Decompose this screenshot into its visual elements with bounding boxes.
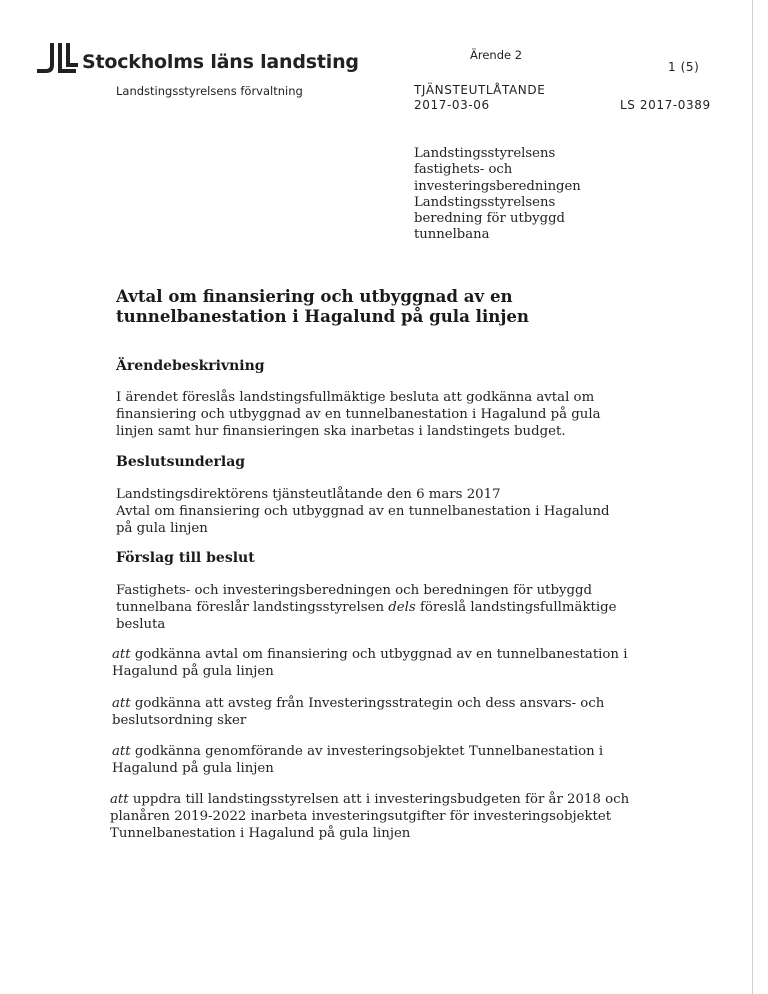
paragraph-line: Hagalund på gula linjen [112, 760, 274, 776]
paragraph-line: Hagalund på gula linjen [112, 663, 274, 679]
text-span: godkänna genomförande av investeringsobjektet Tunnelbanestation i [130, 744, 604, 759]
paragraph-line [112, 647, 632, 664]
recipient-line: investeringsberedningen [414, 178, 581, 194]
paragraph-line: beslutsordning sker [112, 712, 247, 728]
heading-arendebeskrivning: Ärendebeskrivning [116, 358, 265, 374]
recipient-line: Landstingsstyrelsens [414, 146, 556, 161]
att-word: att [112, 696, 131, 711]
doc-reference: LS 2017-0389 [620, 98, 711, 112]
text-span: godkänna avtal om finansiering och utbyggnad av en tunnelbanestation i [130, 647, 628, 662]
att-word: att [112, 647, 131, 662]
heading-forslag-till-beslut: Förslag till beslut [116, 550, 255, 566]
att-item-3 [112, 744, 632, 778]
att-word: att [112, 744, 131, 759]
recipients-block [414, 146, 581, 244]
text-span: uppdra till landstingsstyrelsen att i investeringsbudgeten för år 2018 och [128, 792, 630, 807]
recipient-line: Landstingsstyrelsens [414, 194, 556, 210]
paragraph-line: Tunnelbanestation i Hagalund på gula linjen [110, 825, 411, 841]
paragraph-line: på gula linjen [116, 520, 208, 536]
arende-label: Ärende 2 [470, 48, 523, 62]
paragraph-arendebeskrivning [116, 390, 636, 440]
recipient-line: tunnelbana [414, 227, 490, 243]
paragraph-forslag-intro [116, 583, 636, 633]
paragraph-line: Avtal om finansiering och utbyggnad av en tunnelbanestation i Hagalund [116, 503, 610, 519]
text-span: föreslå landstingsfullmäktige [415, 599, 617, 615]
att-word: att [110, 792, 129, 807]
text-span: tunnelbana föreslår landstingsstyrelsen [116, 599, 389, 615]
doc-type: TJÄNSTEUTLÅTANDE [414, 83, 546, 97]
paragraph-line [112, 744, 632, 761]
department-name: Landstingsstyrelsens förvaltning [116, 84, 303, 98]
page-number: 1 (5) [668, 60, 700, 74]
paragraph-line: besluta [116, 616, 166, 632]
doc-date: 2017-03-06 [414, 98, 490, 112]
text-span: godkänna att avsteg från Investeringsstrategin och dess ansvars- och [130, 696, 605, 711]
title-line: Avtal om finansiering och utbyggnad av en [116, 286, 513, 306]
paragraph-line [110, 792, 630, 809]
paragraph-line: I ärendet föreslås landstingsfullmäktige besluta att godkänna avtal om [116, 390, 595, 405]
italic-text: dels [388, 599, 416, 615]
paragraph-line: linjen samt hur finansieringen ska inarbetas i landstingets budget. [116, 423, 566, 439]
title-line: tunnelbanestation i Hagalund på gula linjen [116, 306, 529, 326]
att-item-4 [110, 792, 630, 842]
recipient-line: beredning för utbyggd [414, 211, 565, 227]
paragraph-line: Fastighets- och investeringsberedningen och beredningen för utbyggd [116, 583, 593, 598]
paragraph-beslutsunderlag [116, 487, 636, 537]
paragraph-line: finansiering och utbyggnad av en tunnelbanestation i Hagalund på gula [116, 406, 601, 422]
att-item-2 [112, 696, 632, 730]
sll-logo [36, 38, 359, 78]
org-name: Stockholms läns landsting [82, 51, 359, 73]
heading-beslutsunderlag: Beslutsunderlag [116, 454, 246, 470]
page-edge-line [752, 0, 753, 994]
paragraph-line [112, 696, 632, 713]
document-title [116, 286, 676, 326]
paragraph-line: Landstingsdirektörens tjänsteutlåtande den 6 mars 2017 [116, 487, 501, 502]
recipient-line: fastighets- och [414, 162, 513, 178]
att-item-1 [112, 647, 632, 681]
sll-logo-icon [36, 41, 78, 75]
paragraph-line [116, 600, 636, 617]
paragraph-line: planåren 2019-2022 inarbeta investeringsutgifter för investeringsobjektet [110, 808, 612, 824]
